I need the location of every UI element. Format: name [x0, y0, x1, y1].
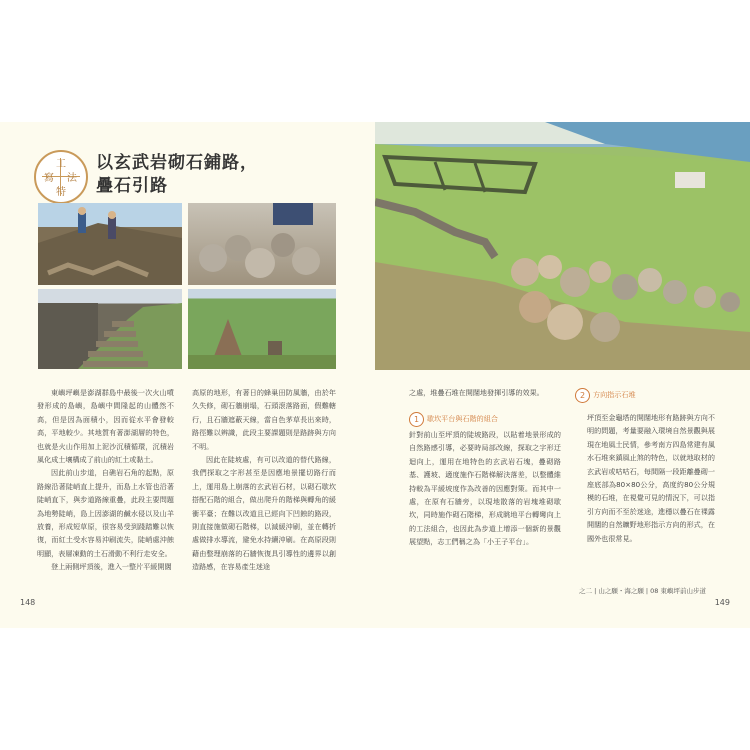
subsection-number: 1 [409, 412, 424, 427]
body-column-2 [192, 386, 336, 574]
book-spread [0, 122, 750, 628]
body-column-3 [409, 386, 561, 399]
photo-stone-stairway [38, 289, 182, 369]
badge-char: 特 [56, 187, 66, 198]
subsection-heading-2 [575, 388, 725, 402]
subsection-heading-1 [409, 412, 559, 426]
body-column-3b [409, 428, 561, 549]
body-column-4 [587, 411, 715, 545]
paragraph: 因此前山步道，自礁岩石角的起點，原路線沿著陡峭直上提升，而島上水管也沿著陡峭直下，與步道路線重疊，此段主要問題為地勢陡峭，島上因澎湖的鹹水侵以及山羊放養，形成短草原，很容易受到踐踏難以恢復，而紅土受水容易沖刷流失，陡峭處沖蝕明顯，表層凍動的土石滑動不利行走安全。 [37, 468, 174, 558]
paragraph: 針對前山至坪頂的陡坡路段，以貼着地景形成的自然路感引導，必要時局部改線，探取之字形迂迴向上，運用在地特色的玄武岩石塊，疊砌路基、護坡、適度施作石階梯解決落差，以整體維持較為平緩坡度作為改善的因應對策。而其中一處，在原有石牆旁，以現地散落的岩塊堆砌歇坎，同時施作砌石階梯，形成眺地平台轉彎向上的工法組合，也因此為步道上增添一個新的景觀展望點，志工們稱之為「小王子平台」。 [409, 430, 561, 547]
left-page [0, 122, 375, 628]
paragraph: 坪頂至金龜塔的開闊地形有路跡與方向不明的問題，考量要融入環境自然景觀與展現在地風土民情，參考南方四島常建有風水石堆來鎮風止煞的特色，以就地取材的玄武岩或咕咕石，每間隔一段距離疊砌一座底部為80×80公分，高度約80公分規模的石堆，在視覺可見的情況下，可以指引方向而不至於迷途，進穩以疊石在裸露開闊的自然曠野地形指示方向的形式，在國外也很常見。 [587, 413, 715, 543]
badge-char: 工 [56, 159, 66, 170]
page-number-right: 149 [714, 598, 730, 607]
running-head: 之二 | 山之願・海之願 | 08 東嶼坪前山步道 [579, 587, 706, 595]
title-line: 以玄武岩砌石鋪路， [96, 153, 258, 173]
photo-workers-on-steps [38, 203, 182, 285]
paragraph: 登上兩側坪頂後，進入一整片平緩開闊 [51, 562, 172, 572]
right-page [375, 122, 750, 628]
body-column-1 [37, 386, 174, 574]
photo-hillside-stone-walls [375, 122, 750, 370]
paragraph: 高原的地形，有著日的蜂巢田防風牆，由於年久失修，砌石牆崩塌，石頭滾落路面，假難轄行，且石牆遮蔽天線，當自色茅草長出來時，路徑難以辨識，此段主要課題則是路跡與方向不明。 [192, 388, 336, 451]
subsection-label: 方向指示石堆 [593, 390, 636, 399]
subsection-label: 歇坎平台與石階的組合 [427, 414, 498, 423]
badge-char: 寫 [44, 173, 54, 184]
page-number-left: 148 [20, 598, 36, 607]
title-line: 疊石引路 [96, 176, 168, 196]
badge-char: 法 [67, 173, 77, 184]
paragraph: 因此在陡坡處，有可以改道的替代路線，我們探取之字形甚至是因應地景擺切路行而上，運用島上崩落的玄武岩石材，以砌石歇坎搭配石階的組合，做出爬升的階梯與轉角的緩衝平臺；在難以改道且已經向下凹蝕的路段，則直接施做砌石階梯，以減緩沖刷，並在轉折處做排水導流，避免水持續沖刷。在高原段則藉由整理崩落的石牆恢復具引導性的邊界以創造路感，在容易產生迷途 [192, 455, 336, 572]
photo-stone-pile-handling [188, 203, 336, 285]
section-title [96, 152, 258, 198]
paragraph: 東嶼坪嶼是澎湖群島中最後一次火山噴發形成的島嶼，島嶼中間隆起的山體然不高，但是因為面積小，因而從水平會發較高，平地較少。其地質有著澎湖層的特色，也就是火山作用加上泥沙沉積循環，沉積岩風化成土壤構成了前山的紅土或黏土。 [37, 388, 174, 465]
method-badge [34, 150, 88, 204]
photo-cairn-on-grassland [188, 289, 336, 369]
paragraph: 之處，堆疊石堆在開闊地發揮引導的效果。 [409, 388, 544, 397]
subsection-number: 2 [575, 388, 590, 403]
